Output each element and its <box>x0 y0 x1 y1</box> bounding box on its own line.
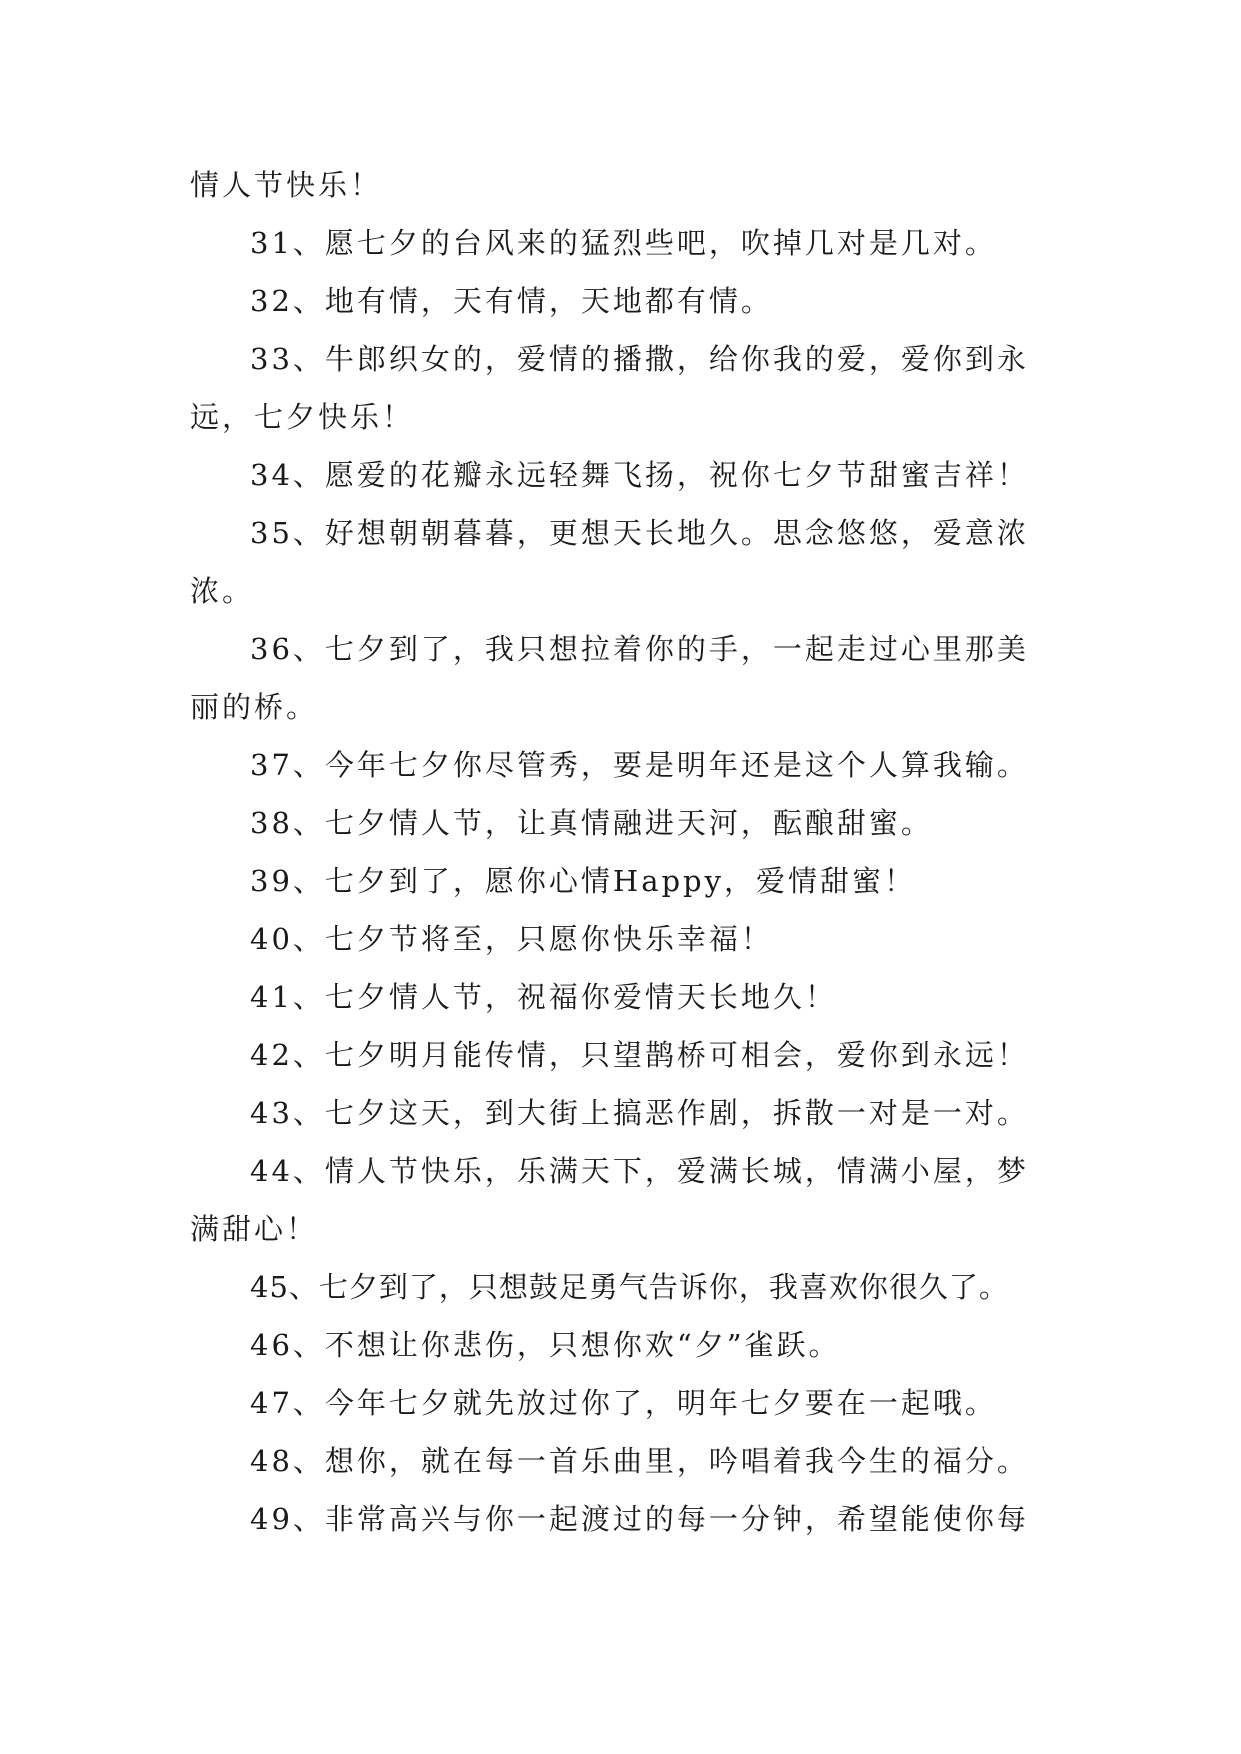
text-line: 36、七夕到了，我只想拉着你的手，一起走过心里那美 <box>250 632 1029 666</box>
text-line: 42、七夕明月能传情，只望鹊桥可相会，爱你到永远！ <box>250 1038 1029 1072</box>
text-line: 43、七夕这天，到大街上搞恶作剧，拆散一对是一对。 <box>250 1096 1029 1130</box>
text-line: 32、地有情，天有情，天地都有情。 <box>250 284 773 318</box>
text-line: 44、情人节快乐，乐满天下，爱满长城，情满小屋，梦 <box>250 1154 1029 1188</box>
text-line: 40、七夕节将至，只愿你快乐幸福！ <box>250 922 773 956</box>
text-line: 35、好想朝朝暮暮，更想天长地久。思念悠悠，爱意浓 <box>250 516 1029 550</box>
text-line: 48、想你，就在每一首乐曲里，吟唱着我今生的福分。 <box>250 1444 1029 1478</box>
text-line: 浓。 <box>190 574 255 608</box>
document-body <box>190 156 1070 1548</box>
text-line: 34、愿爱的花瓣永远轻舞飞扬，祝你七夕节甜蜜吉祥！ <box>250 458 1029 492</box>
text-line: 38、七夕情人节，让真情融进天河，酝酿甜蜜。 <box>250 806 933 840</box>
text-line: 情人节快乐！ <box>190 168 383 202</box>
text-line: 41、七夕情人节，祝福你爱情天长地久！ <box>250 980 837 1014</box>
text-line: 33、牛郎织女的，爱情的播撒，给你我的爱，爱你到永 <box>250 342 1029 376</box>
text-line: 31、愿七夕的台风来的猛烈些吧，吹掉几对是几对。 <box>250 226 997 260</box>
text-line: 39、七夕到了，愿你心情Happy，爱情甜蜜！ <box>250 864 916 898</box>
text-line: 37、今年七夕你尽管秀，要是明年还是这个人算我输。 <box>250 748 1029 782</box>
text-line: 49、非常高兴与你一起渡过的每一分钟，希望能使你每 <box>250 1502 1029 1536</box>
text-line: 46、不想让你悲伤，只想你欢“夕”雀跃。 <box>250 1328 841 1362</box>
text-line: 丽的桥。 <box>190 690 319 724</box>
text-line: 47、今年七夕就先放过你了，明年七夕要在一起哦。 <box>250 1386 997 1420</box>
text-line: 满甜心！ <box>190 1212 319 1246</box>
text-line: 45、七夕到了，只想鼓足勇气告诉你，我喜欢你很久了。 <box>250 1270 1009 1304</box>
text-line: 远，七夕快乐！ <box>190 400 415 434</box>
